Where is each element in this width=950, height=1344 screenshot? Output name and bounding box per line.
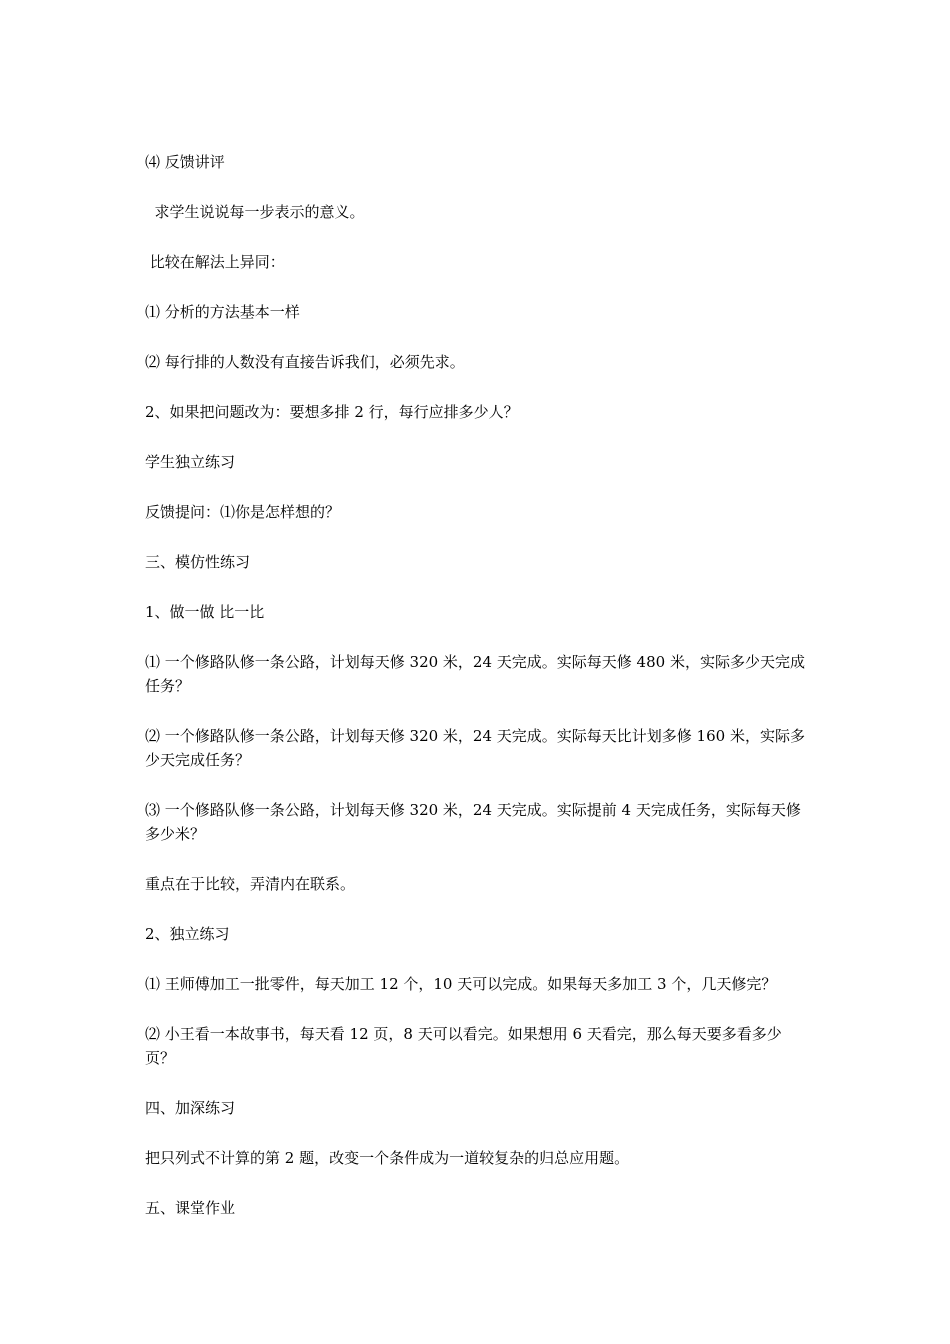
paragraph-feedback-review: ⑷ 反馈讲评: [145, 153, 225, 171]
paragraph-modify-problem: 把只列式不计算的第 2 题，改变一个条件成为一道较复杂的归总应用题。: [145, 1149, 630, 1167]
paragraph-do-and-compare: 1、做一做 比一比: [145, 603, 265, 621]
section-heading-classwork: 五、课堂作业: [145, 1199, 236, 1217]
paragraph-independent-practice-2: 2、独立练习: [145, 925, 230, 943]
paragraph-question-2: 2、如果把问题改为：要想多排 2 行，每行应排多少人？: [145, 403, 519, 421]
problem-road-3: ⑶ 一个修路队修一条公路，计划每天修 320 米，24 天完成。实际提前 4 天完成任务，实际每天修多少米？: [145, 801, 801, 843]
problem-parts: ⑴ 王师傅加工一批零件，每天加工 12 个，10 天可以完成。如果每天多加工 3 个，几天修完？: [145, 975, 777, 993]
paragraph-independent-practice: 学生独立练习: [145, 453, 236, 471]
section-heading-deepening-practice: 四、加深练习: [145, 1099, 236, 1117]
section-heading-imitation-practice: 三、模仿性练习: [145, 553, 251, 571]
paragraph-point-2: ⑵ 每行排的人数没有直接告诉我们，必须先求。: [145, 353, 465, 371]
paragraph-compare-methods: 比较在解法上异同：: [145, 253, 285, 271]
paragraph-explain-steps: 求学生说说每一步表示的意义。: [145, 203, 365, 221]
document-body: [145, 150, 810, 1246]
problem-road-1: ⑴ 一个修路队修一条公路，计划每天修 320 米，24 天完成。实际每天修 480 米，实际多少天完成任务？: [145, 653, 805, 695]
paragraph-point-1: ⑴ 分析的方法基本一样: [145, 303, 300, 321]
problem-storybook: ⑵ 小王看一本故事书，每天看 12 页，8 天可以看完。如果想用 6 天看完，那么每天要多看多少页？: [145, 1025, 782, 1067]
problem-road-2: ⑵ 一个修路队修一条公路，计划每天修 320 米，24 天完成。实际每天比计划多修 160 米，实际多少天完成任务？: [145, 727, 805, 769]
paragraph-feedback-question: 反馈提问：⑴你是怎样想的？: [145, 503, 341, 521]
paragraph-key-point: 重点在于比较，弄清内在联系。: [145, 875, 356, 893]
